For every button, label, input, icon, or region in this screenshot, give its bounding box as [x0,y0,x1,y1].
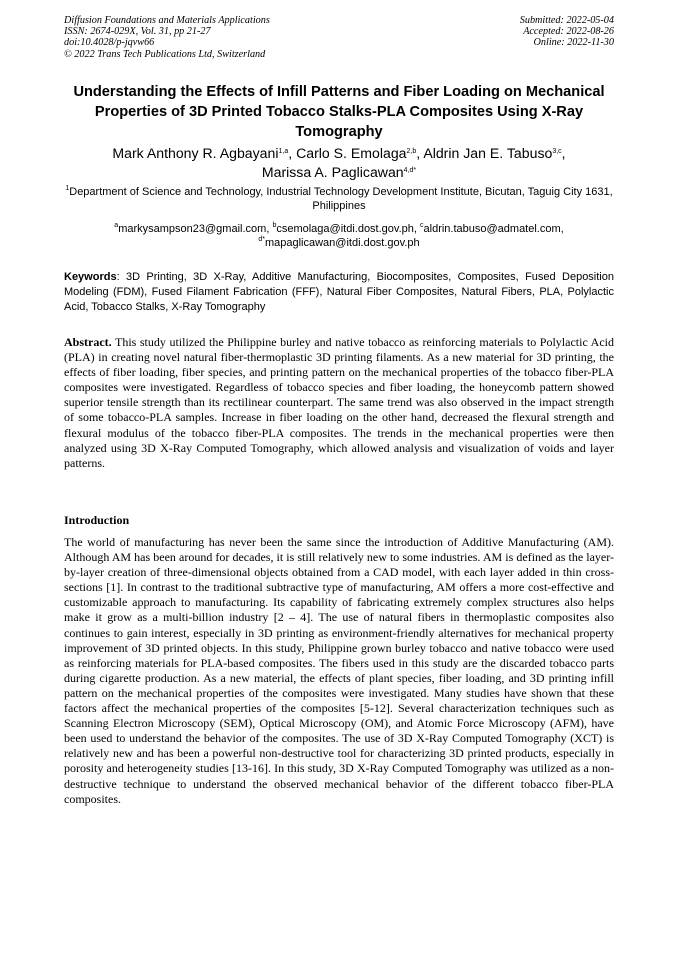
journal-copyright: © 2022 Trans Tech Publications Ltd, Switzerland [64,48,266,60]
email-2[interactable]: $^b$csemolaga@itdi.dost.gov.ph, [272,222,421,235]
submitted-date: Submitted: 2022-05-04 [519,15,614,26]
author-3: Aldrin Jan E. Tabuso$^{3,c}$, [423,145,566,161]
keywords-label: Keywords [64,271,117,283]
abstract-label: Abstract. [64,335,112,349]
affiliation: $^1$Department of Science and Technology, Industrial Technology Development Institute, Bicutan, Taguig City 1631, Philippines [65,185,613,212]
abstract-text: This study utilized the Philippine burley and native tobacco as reinforcing materials to Polylactic Acid (PLA) in creating novel natural fiber-thermoplastic 3D printing filaments. As a new material for 3D printing, the effects of fiber loading, fiber species, and printing pattern on the mechanical properties of the tobacco fiber-PLA composites were investigated. Regardless of tobacco species and fiber loading, the honeycomb pattern showed superior tensile strength than its rectilinear counterpart. The same trend was also observed in the impact strength of some tobacco-PLA samples. Increase in fiber loading on the other hand, decreased the flexural strength and flexural modulus of the tobacco fiber-PLA composites. The trends in the mechanical properties were then analyzed using 3D X-Ray Computed Tomography, which allowed analysis and visualization of voids and layer patterns. [64,335,614,470]
author-4: Marissa A. Paglicawan$^{4,d*}$ [261,164,417,180]
email-list [60,222,618,250]
journal-name: Diffusion Foundations and Materials Applications [64,15,270,26]
paper-title: Understanding the Effects of Infill Patterns and Fiber Loading on Mechanical Properties of 3D Printed Tobacco Stalks-PLA Composites Using X-Ray Tomography [73,84,605,140]
author-1: Mark Anthony R. Agbayani$^{1,a}$, [112,145,297,161]
introduction-heading: Introduction [64,513,130,527]
author-2: Carlo S. Emolaga$^{2,b}$, [296,145,424,161]
keywords-text: : 3D Printing, 3D X-Ray, Additive Manufacturing, Biocomposites, Composites, Fused Deposition Modeling (FDM), Fused Filament Fabrication (FFF), Natural Fiber Composites, Natural Fibers, PLA, Polylactic Acid, Tobacco Stalks, X-Ray Tomography [64,271,614,314]
keywords-paragraph [64,270,614,316]
online-date: Online: 2022-11-30 [533,37,614,49]
journal-issn: ISSN: 2674-029X, Vol. 31, pp 21-27 [64,26,211,38]
email-4[interactable]: $^{d*}$mapaglicawan@itdi.dost.gov.ph [258,236,420,249]
journal-header-left [64,15,270,60]
email-1[interactable]: $^a$markysampson23@gmail.com, [114,222,273,235]
accepted-date: Accepted: 2022-08-26 [523,26,614,38]
introduction-paragraph: The world of manufacturing has never been the same since the introduction of Additive Manufacturing (AM). Although AM has been around for decades, it is still relatively new to some industries. AM is defined as the layer-by-layer creation of three-dimensional objects obtained from a CAD model, with each layer added in thin cross-sections [1]. In contrast to the traditional subtractive type of manufacturing, AM offers a more cost-effective and customizable approach to manufacturing. Its capability of fabricating extremely complex structures also helps make it grow as a multi-billion industry [2 – 4]. The use of natural fibers in thermoplastic composites also continues to gain interest, especially in 3D printing as environment-friendly alternatives for mechanical property improvement of 3D printed objects. In this study, Philippine grown burley tobacco and native tobacco were used as reinforcing materials for PLA-based composites. The fibers used in this study are the discarded tobacco parts during cigarette production. As a new material, the effects of plant species, fiber loading, and 3D printing infill pattern on the mechanical properties of the composites were investigated. Many studies have shown that these factors affect the mechanical properties of the composites [5-12]. Several characterization techniques such as Scanning Electron Microscopy (SEM), Optical Microscopy (OM), and Atomic Force Microscopy (AFM), have been used to understand the behavior of the composites. The use of 3D X-Ray Computed Tomography (XCT) is relatively new and has been a powerful non-destructive tool for characterizing 3D printed products, especially in porosity and heterogeneity studies [13-16]. In this study, 3D X-Ray Computed Tomography was utilized as a non-destructive technique to understand the observed mechanical behavior of the different tobacco fiber-PLA composites. [64,535,614,806]
journal-doi[interactable]: doi:10.4028/p-jqvw66 [64,37,155,49]
abstract-paragraph [64,335,614,471]
email-3[interactable]: $^c$aldrin.tabuso@admatel.com, [420,222,564,235]
author-list [60,144,618,182]
journal-header-right [520,15,614,49]
